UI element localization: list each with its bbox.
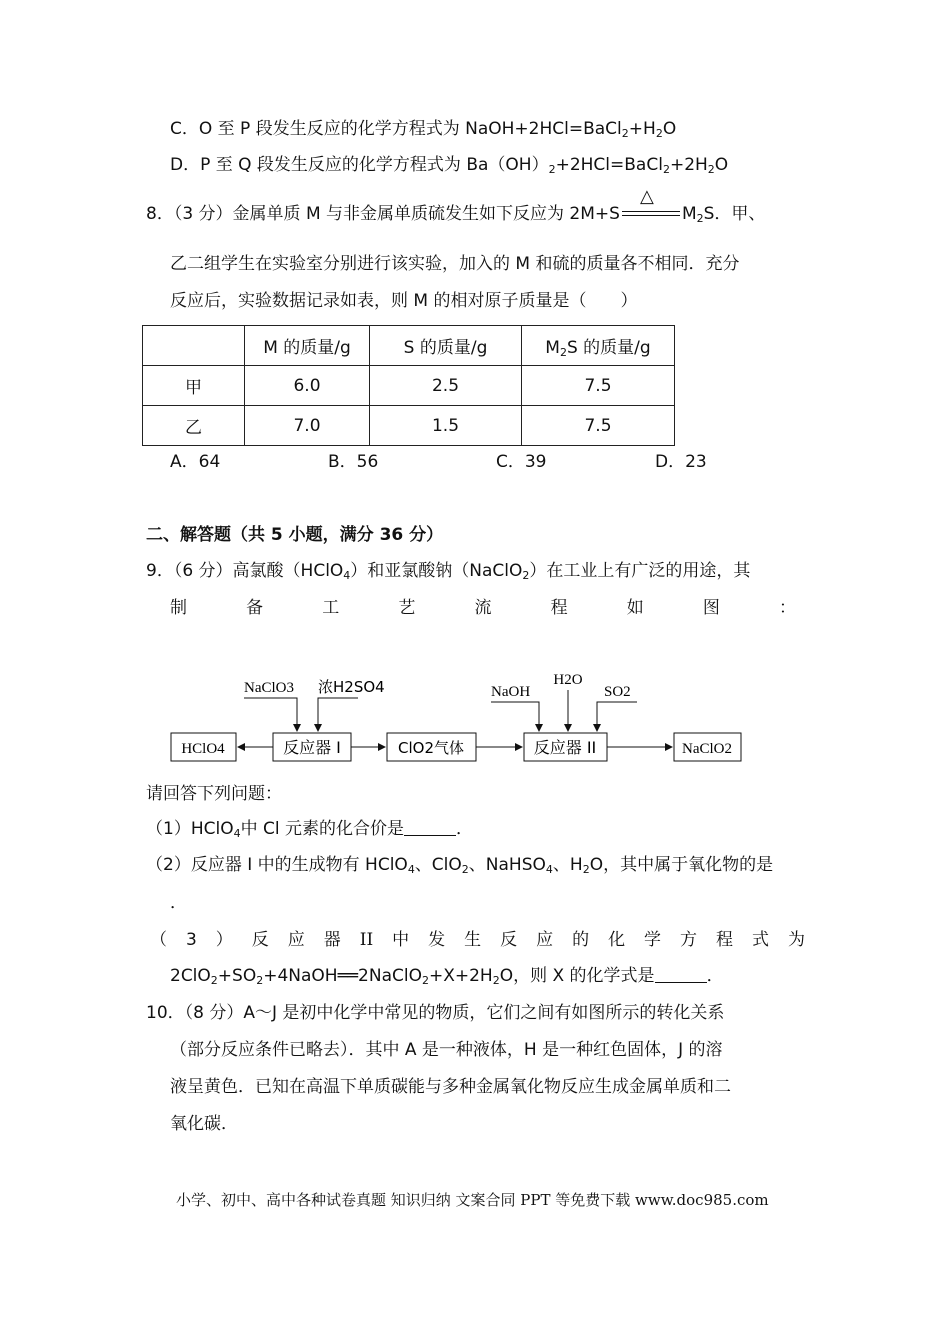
so2-label: SO2 <box>604 684 631 700</box>
q9-part2-end: ． <box>170 893 187 913</box>
q9-part3-line2: $2ClO_2+SO_2+4NaOH══2NaClO_2+X+2H_2O$，则 X 的化学式是 ． <box>170 966 724 987</box>
reactor2-label: 反应器 II <box>533 738 597 757</box>
table-header-cell: $M_2S$ 的质量/g <box>522 326 675 366</box>
naclo2-label: NaClO2 <box>682 741 732 757</box>
section-title: 二、解答题（共 5 小题，满分 36 分） <box>146 525 444 545</box>
q8-stem-line2: 乙二组学生在实验室分别进行该实验，加入的 M 和硫的质量各不相同．充分 <box>170 254 740 274</box>
table-cell: 1.5 <box>370 406 522 446</box>
hclo4-label: HClO4 <box>181 741 225 757</box>
q9-part2: （2）反应器 I 中的生成物有 HClO$_4$、ClO$_2$、NaHSO$_4$、$H_2O$，其中属于氧化物的是 <box>146 855 774 876</box>
naoh-label: NaOH <box>491 684 531 700</box>
h2so4-label: 浓H2SO4 <box>318 678 385 696</box>
q9-part3-line1: （ 3 ） 反 应 器 II 中 发 生 反 应 的 化 学 方 程 式 为 <box>150 930 805 950</box>
q8-stem-line1: 8．（3 分）金属单质 M 与非金属单质硫发生如下反应为 2M+S △ $M_2S$．甲、 <box>146 186 766 225</box>
table-cell: 6.0 <box>245 366 370 406</box>
q9-prompt: 请回答下列问题： <box>146 784 282 804</box>
arrow-naoh <box>491 702 539 731</box>
q8-option-b: B．56 <box>328 452 379 472</box>
table-cell: 2.5 <box>370 366 522 406</box>
arrow-naclo3 <box>244 698 297 731</box>
table-cell: 7.5 <box>522 406 675 446</box>
q10-stem-line4: 氧化碳． <box>170 1114 238 1134</box>
table-cell: 7.5 <box>522 366 675 406</box>
q10-stem-line3: 液呈黄色．已知在高温下单质碳能与多种金属氧化物反应生成金属单质和二 <box>170 1077 731 1097</box>
table-cell: 7.0 <box>245 406 370 446</box>
q9-part1: （1）HClO$_4$中 Cl 元素的化合价是 ． <box>146 819 473 840</box>
q8-option-c: C．39 <box>496 452 547 472</box>
q7-option-d: D．P 至 Q 段发生反应的化学方程式为 $Ba(OH)_2+2HCl=BaCl_2+2H_2O$ <box>170 155 729 176</box>
q10-stem-line2: （部分反应条件已略去）．其中 A 是一种液体，H 是一种红色固体，J 的溶 <box>170 1040 723 1060</box>
answer-blank[interactable] <box>655 966 707 983</box>
heat-triangle-icon: △ <box>639 186 654 207</box>
answer-blank[interactable] <box>404 819 456 836</box>
q10-stem-line1: 10．（8 分）A～J 是初中化学中常见的物质，它们之间有如图所示的转化关系 <box>146 1003 725 1023</box>
q9-stem-line2: 制 备 工 艺 流 程 如 图 ： <box>170 598 796 618</box>
table-header-cell: S 的质量/g <box>370 326 522 366</box>
q8-option-d: D．23 <box>655 452 707 472</box>
page-footer: 小学、初中、高中各种试卷真题 知识归纳 文案合同 PPT 等免费下载 www.doc985.com <box>176 1191 769 1209</box>
arrow-so2 <box>597 702 637 731</box>
q8-option-a: A．64 <box>170 452 221 472</box>
q8-stem-line3: 反应后，实验数据记录如表，则 M 的相对原子质量是（ ） <box>170 291 638 311</box>
table-header-cell: M 的质量/g <box>245 326 370 366</box>
naclo3-label: NaClO3 <box>244 680 294 696</box>
q7-option-c: C．O 至 P 段发生反应的化学方程式为 $NaOH+2HCl=BaCl_2+H_2O$ <box>170 119 677 140</box>
table-cell: 甲 <box>143 366 245 406</box>
arrow-h2so4 <box>318 698 358 731</box>
table-cell: 乙 <box>143 406 245 446</box>
q9-stem-line1: 9．（6 分）高氯酸（HClO$_4$）和亚氯酸钠（NaClO$_2$）在工业上有广泛的用途，其 <box>146 561 751 582</box>
reactor1-label: 反应器 I <box>283 738 341 757</box>
clo2-label: ClO2气体 <box>398 739 464 757</box>
h2o-label: H2O <box>553 672 583 688</box>
